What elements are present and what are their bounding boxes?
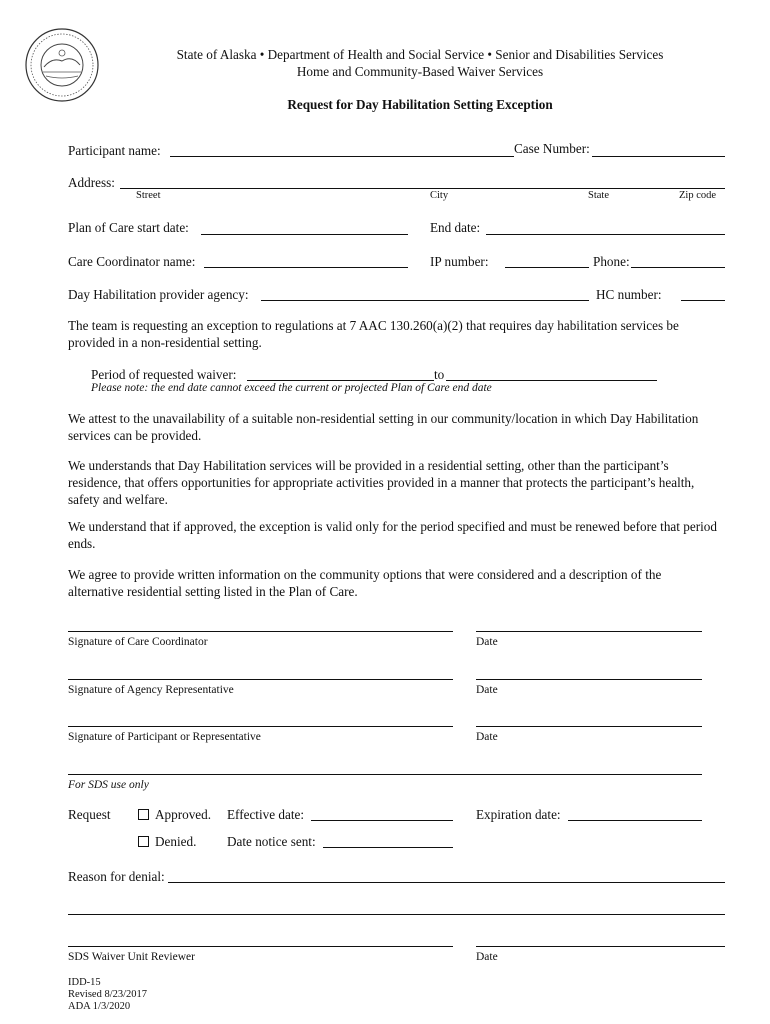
- end-date-label: End date:: [430, 220, 481, 235]
- form-code: IDD-15: [68, 977, 101, 988]
- denied-checkbox[interactable]: [138, 836, 149, 847]
- reviewer-date-field[interactable]: [476, 946, 725, 947]
- agree-paragraph: We agree to provide written information on the community options that were considered and a description of the alternative residential setting listed in the Plan of Care.: [68, 567, 662, 599]
- coordinator-signature-field[interactable]: [68, 631, 453, 632]
- reviewer-signature-field[interactable]: [68, 946, 453, 947]
- approved-label: Approved.: [155, 807, 212, 822]
- participant-date-caption: Date: [476, 731, 498, 743]
- agency-signature-caption: Signature of Agency Representative: [68, 684, 234, 696]
- effective-date-label: Effective date:: [227, 807, 305, 822]
- expiration-date-label: Expiration date:: [476, 807, 561, 822]
- period-label: Period of requested waiver:: [91, 367, 237, 382]
- state-caption: State: [588, 190, 609, 201]
- agency-signature-field[interactable]: [68, 679, 453, 680]
- agency-date-field[interactable]: [476, 679, 702, 680]
- understand-period-paragraph: We understand that if approved, the exception is valid only for the period specified and must be renewed before that period ends.: [68, 519, 717, 551]
- expiration-date-field[interactable]: [568, 820, 702, 821]
- notice-date-field[interactable]: [323, 847, 453, 848]
- header-program: Home and Community-Based Waiver Services: [296, 64, 544, 79]
- ada-date: ADA 1/3/2020: [68, 1001, 131, 1012]
- ip-number-field[interactable]: [505, 267, 589, 268]
- period-to-label: to: [434, 367, 445, 382]
- street-caption: Street: [136, 190, 161, 201]
- hc-number-field[interactable]: [681, 300, 725, 301]
- city-caption: City: [430, 190, 449, 201]
- address-label: Address:: [68, 175, 115, 190]
- case-number-field[interactable]: [592, 156, 725, 157]
- participant-signature-caption: Signature of Participant or Representative: [68, 731, 261, 743]
- ip-number-label: IP number:: [430, 254, 489, 269]
- form-title: Request for Day Habilitation Setting Exception: [287, 97, 553, 112]
- understand-setting-paragraph: We understands that Day Habilitation services will be provided in a residential setting, other than the participant’s residence, that offers opportunities for appropriate activities provided in a manner that protects the participant’s health, safety and welfare.: [68, 458, 695, 507]
- provider-agency-label: Day Habilitation provider agency:: [68, 287, 249, 302]
- agency-date-caption: Date: [476, 684, 498, 696]
- denial-reason-field[interactable]: [168, 882, 725, 883]
- sds-divider: [68, 774, 702, 775]
- participant-signature-field[interactable]: [68, 726, 453, 727]
- denial-reason-field-2[interactable]: [68, 914, 725, 915]
- attest-paragraph: We attest to the unavailability of a suitable non-residential setting in our community/location in which Day Habilitation services can be provided.: [68, 411, 699, 443]
- provider-agency-field[interactable]: [261, 300, 589, 301]
- coordinator-date-caption: Date: [476, 636, 498, 648]
- period-start-field[interactable]: [247, 380, 434, 381]
- approved-checkbox[interactable]: [138, 809, 149, 820]
- participant-name-label: Participant name:: [68, 143, 161, 158]
- denied-option[interactable]: [138, 834, 196, 850]
- coordinator-signature-caption: Signature of Care Coordinator: [68, 636, 208, 648]
- coordinator-date-field[interactable]: [476, 631, 702, 632]
- care-coordinator-field[interactable]: [204, 267, 408, 268]
- care-coordinator-label: Care Coordinator name:: [68, 254, 196, 269]
- reviewer-date-caption: Date: [476, 951, 498, 963]
- plan-start-label: Plan of Care start date:: [68, 220, 189, 235]
- end-date-field[interactable]: [486, 234, 725, 235]
- request-label: Request: [68, 807, 111, 822]
- denied-label: Denied.: [155, 834, 197, 849]
- plan-start-field[interactable]: [201, 234, 408, 235]
- revised-date: Revised 8/23/2017: [68, 989, 148, 1000]
- sds-heading: For SDS use only: [68, 779, 149, 791]
- hc-number-label: HC number:: [596, 287, 662, 302]
- participant-date-field[interactable]: [476, 726, 702, 727]
- phone-field[interactable]: [631, 267, 725, 268]
- request-paragraph: The team is requesting an exception to regulations at 7 AAC 130.260(a)(2) that requires day habilitation services be provided in a non-residential setting.: [68, 318, 679, 350]
- state-seal-icon: [24, 27, 100, 103]
- approved-option[interactable]: [138, 807, 211, 823]
- participant-name-field[interactable]: [170, 156, 514, 157]
- case-number-label: Case Number:: [514, 141, 590, 156]
- address-field[interactable]: [120, 188, 725, 189]
- zip-caption: Zip code: [679, 190, 717, 201]
- phone-label: Phone:: [593, 254, 630, 269]
- denial-reason-label: Reason for denial:: [68, 869, 165, 884]
- effective-date-field[interactable]: [311, 820, 453, 821]
- header-agency: State of Alaska • Department of Health and Social Service • Senior and Disabilities Services: [176, 47, 664, 62]
- reviewer-caption: SDS Waiver Unit Reviewer: [68, 951, 195, 963]
- period-end-field[interactable]: [446, 380, 657, 381]
- notice-date-label: Date notice sent:: [227, 834, 316, 849]
- period-note: Please note: the end date cannot exceed the current or projected Plan of Care end date: [91, 382, 492, 394]
